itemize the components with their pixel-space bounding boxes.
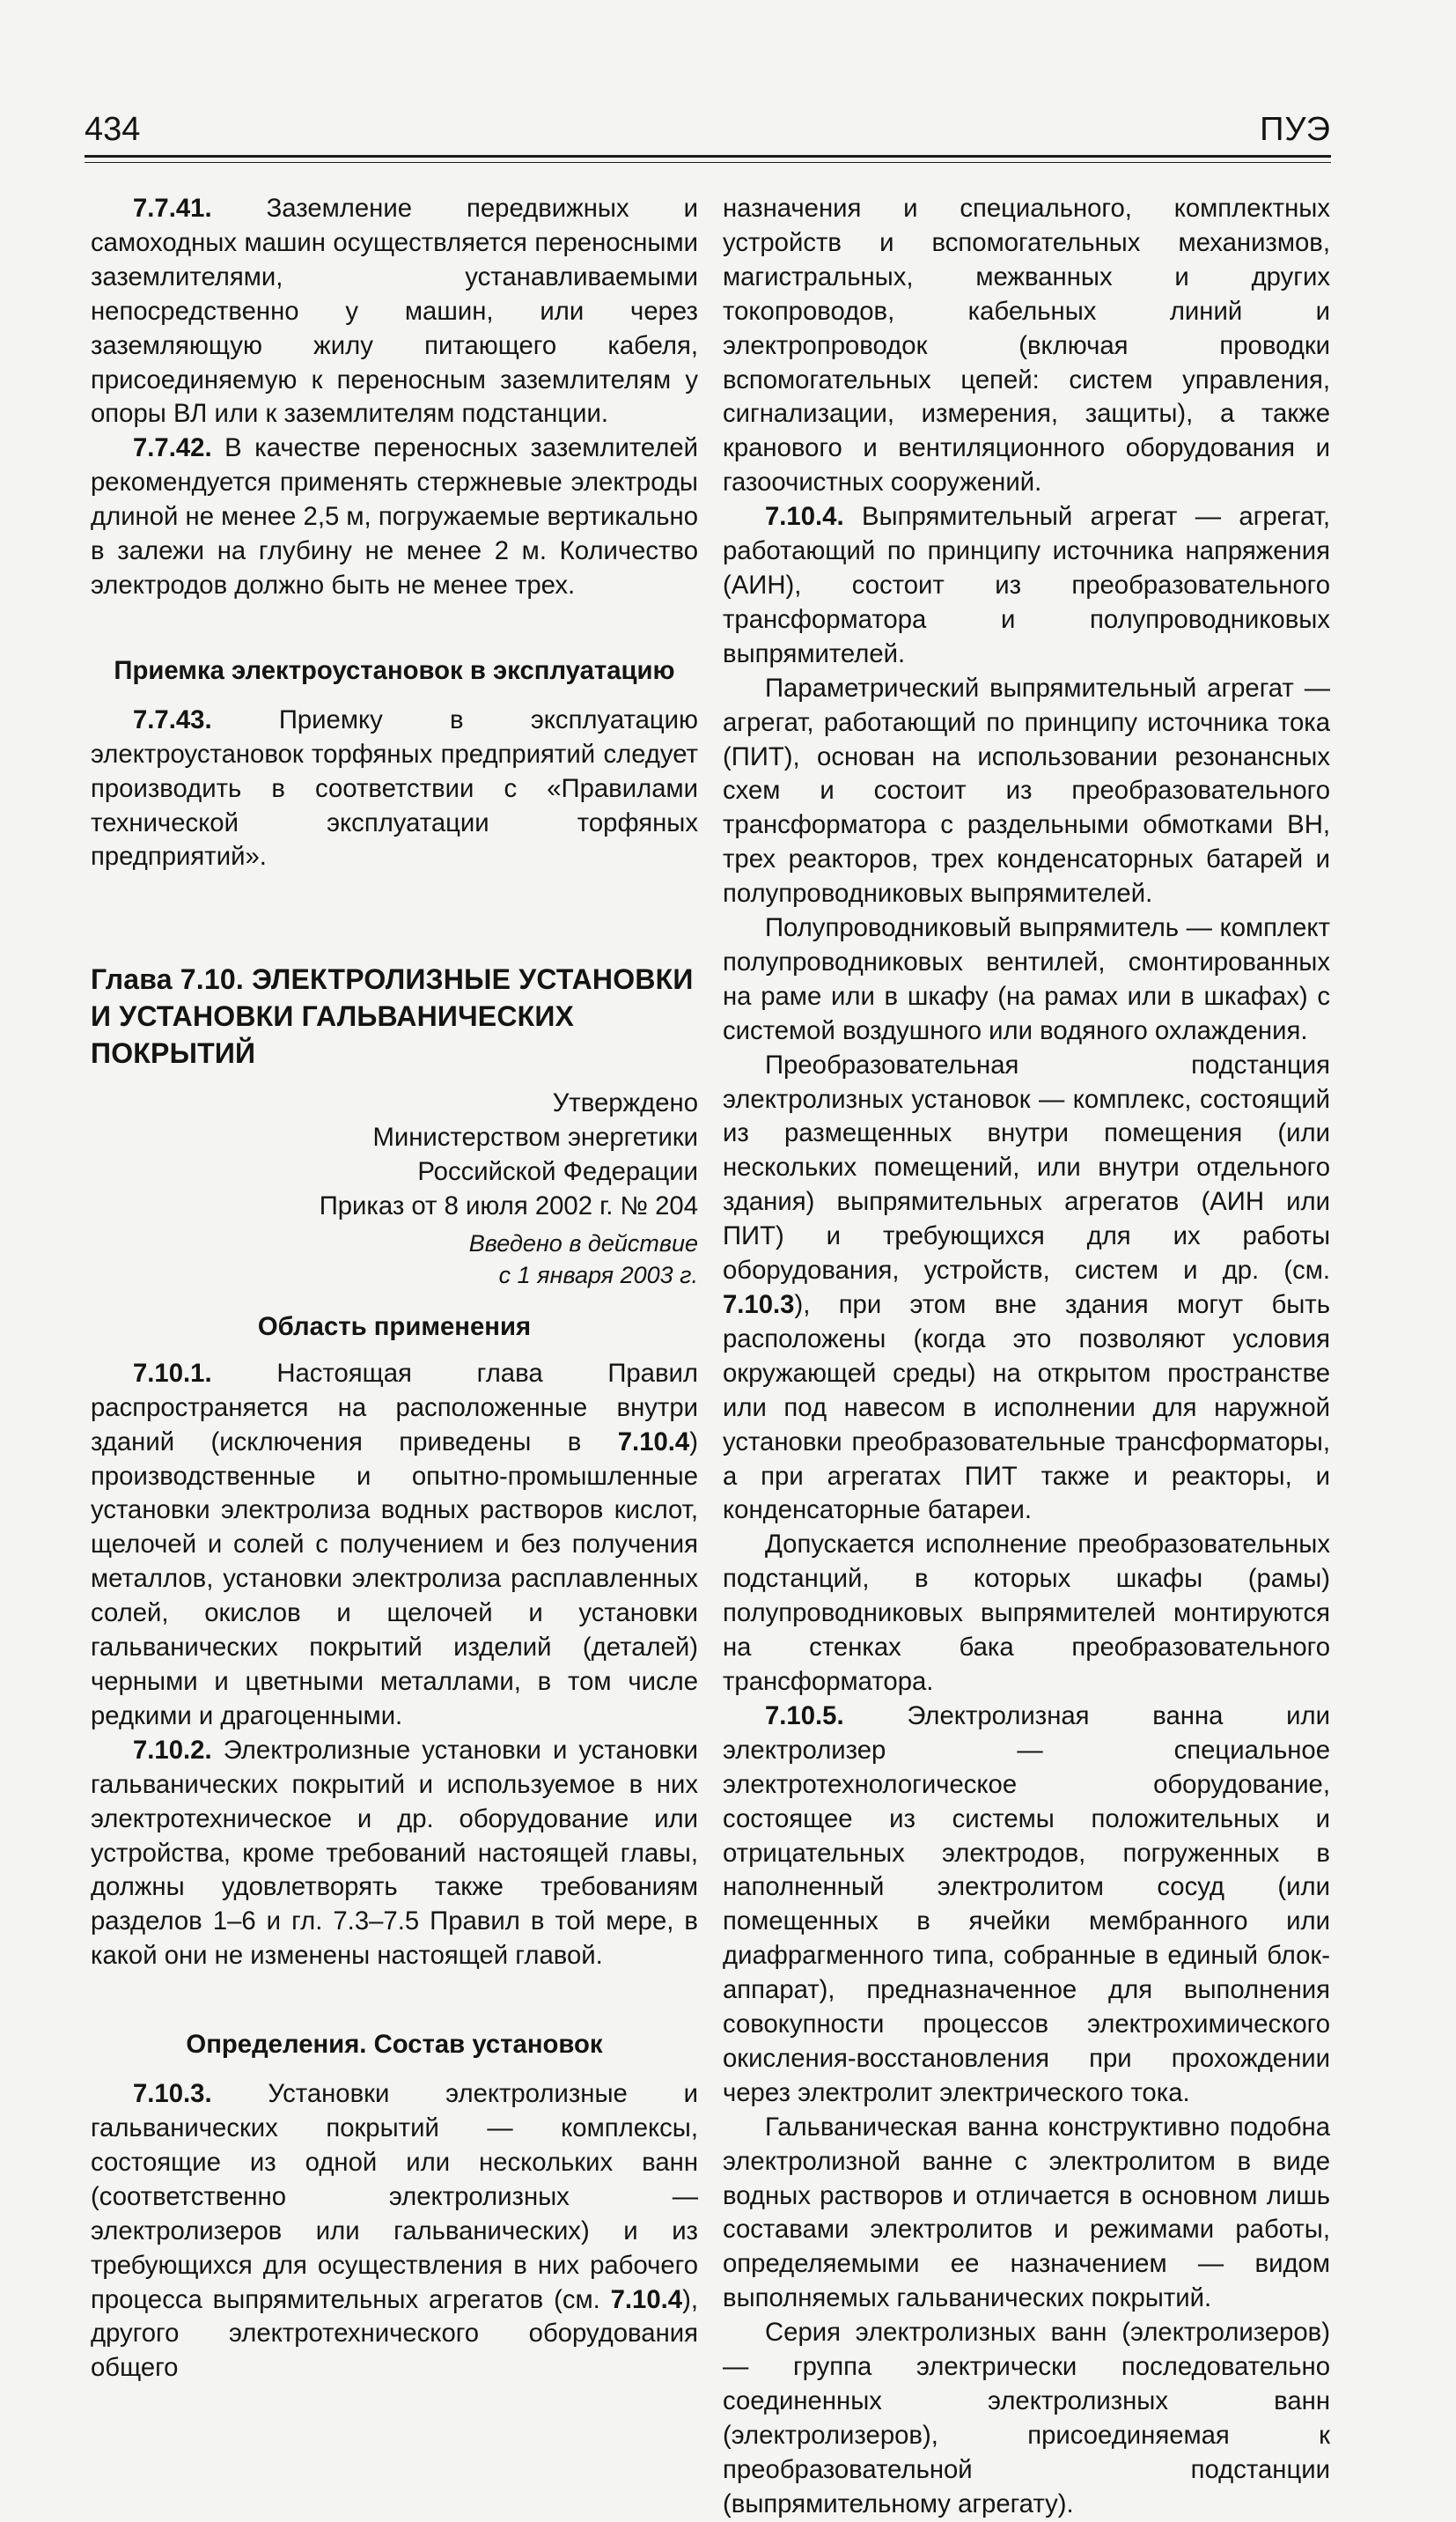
section-heading-scope: Область применения xyxy=(257,1311,532,1341)
paragraph-7-10-5 xyxy=(723,1700,1330,2111)
paragraph-7-10-1 xyxy=(91,1357,698,1734)
paragraph-text: ), при этом вне здания могут быть расположены (когда это позволяют условия окружающей среды) на открытом пространстве или под навесом в исполнении для наружной установки преобразовательные трансформаторы, а при агрегатах ПИТ также и реакторы, и конденсаторные батареи. xyxy=(723,1290,1330,1525)
clause-number: 7.10.1. xyxy=(133,1358,212,1388)
clause-number: 7.7.42. xyxy=(133,433,212,463)
chapter-title-line-2: И УСТАНОВКИ ГАЛЬВАНИЧЕСКИХ ПОКРЫТИЙ xyxy=(91,1000,575,1070)
clause-number: 7.10.2. xyxy=(133,1735,212,1765)
chapter-title-line-1: Глава 7.10. ЭЛЕКТРОЛИЗНЫЕ УСТАНОВКИ xyxy=(91,963,694,996)
effective-date-line: с 1 января 2003 г. xyxy=(498,1261,698,1288)
clause-number: 7.7.41. xyxy=(133,194,212,223)
clause-number: 7.10.5. xyxy=(765,1700,844,1730)
paragraph-7-10-2 xyxy=(91,1734,698,1973)
paragraph-text: Выпрямительный агрегат — агрегат, работающий по принципу источника напряжения (АИН), состоит из преобразовательного трансформатора и полупроводниковых выпрямителей. xyxy=(723,502,1330,668)
running-title: ПУЭ xyxy=(1260,111,1331,148)
paragraph-7-7-43 xyxy=(91,704,698,875)
section-heading-definitions: Определения. Состав установок xyxy=(186,2030,603,2060)
section-heading-acceptance: Приемка электроустановок в эксплуатацию xyxy=(114,655,675,685)
cross-reference: 7.10.3 xyxy=(723,1290,795,1319)
cross-reference: 7.10.4 xyxy=(617,1427,690,1456)
paragraph-allowed-execution: Допускается исполнение преобразовательных подстанций, в которых шкафы (рамы) полупроводниковых выпрямителей монтируются на стенках бака преобразовательного трансформатора. xyxy=(723,1530,1330,1696)
clause-number: 7.10.3. xyxy=(133,2079,212,2109)
header-rule-thick xyxy=(85,155,1331,158)
approval-line: Приказ от 8 июля 2002 г. № 204 xyxy=(319,1191,698,1221)
paragraph-electrolyzer-series: Серия электролизных ванн (электролизеров) — группа электрически последовательно соединенных электролизных ванн (электролизеров), присоединяемая к преобразовательной подстанции (выпрямительному агрегату). xyxy=(723,2318,1330,2518)
left-column xyxy=(91,192,698,2386)
page-header xyxy=(85,111,1331,160)
paragraph-7-7-41 xyxy=(91,192,698,431)
paragraph-text: Заземление передвижных и самоходных машин осуществляется переносными заземлителями, устанавливаемыми непосредственно у машин, или через заземляющую жилу питающего кабеля, присоединяемую к переносным заземлителям у опоры ВЛ или к заземлителям подстанции. xyxy=(91,194,698,429)
page-number: 434 xyxy=(85,111,141,148)
paragraph-text: ) производственные и опытно-промышленные установки электролиза водных растворов кислот, щелочей и солей с получением и без получения металлов, установки электролиза расплавленных солей, окислов и щелочей и установки гальванических покрытий изделий (деталей) черными и цветными металлами, в том числе редкими и драгоценными. xyxy=(91,1427,698,1730)
header-rule-thin xyxy=(85,162,1331,163)
approval-block xyxy=(91,1087,698,1291)
right-column xyxy=(723,192,1330,2522)
paragraph-galvanic-bath: Гальваническая ванна конструктивно подобна электролизной ванне с электролитом в виде водных растворов и отличается в основном лишь составами электролитов и режимами работы, определяемыми ее назначением — видом выполняемых гальванических покрытий. xyxy=(723,2112,1330,2313)
approval-line: Российской Федерации xyxy=(417,1157,698,1187)
clause-number: 7.7.43. xyxy=(133,704,212,734)
paragraph-semiconductor-rectifier: Полупроводниковый выпрямитель — комплект полупроводниковых вентилей, смонтированных на раме или в шкафу (на рамах или в шкафах) с системой воздушного или водяного охлаждения. xyxy=(723,913,1330,1045)
paragraph-7-7-42 xyxy=(91,431,698,603)
paragraph-text: Электролизная ванна или электролизер — специальное электротехнологическое оборудование, состоящее из системы положительных и отрицательных электродов, погруженных в наполненный электролитом сосуд (или помещенных в ячейки мембранного или диафрагменного типа, собранные в единый блок-аппарат), предназначенное для выполнения совокупности процессов электрохимического окисления-восстановления при прохождении через электролит электрического тока. xyxy=(723,1700,1330,2107)
paragraph-7-10-4 xyxy=(723,500,1330,672)
paragraph-7-10-3 xyxy=(91,2077,698,2386)
approval-line: Министерством энергетики xyxy=(372,1123,698,1153)
paragraph-text: Установки электролизные и гальванических покрытий — комплексы, состоящие из одной или нескольких ванн (соответственно электролизных — электролизеров или гальванических) и из требующихся для осуществления в них рабочего процесса выпрямительных агрегатов (см. xyxy=(91,2079,698,2314)
clause-number: 7.10.4. xyxy=(765,502,844,532)
paragraph-text: В качестве переносных заземлителей рекомендуется применять стержневые электроды длиной не менее 2,5 м, погружаемые вертикально в залежи на глубину не менее 2 м. Количество электродов должно быть не менее трех. xyxy=(91,433,698,600)
paragraph-text: Настоящая глава Правил распространяется на расположенные внутри зданий (исключения приведены в xyxy=(91,1358,698,1456)
paragraph-continued: назначения и специального, комплектных устройств и вспомогательных механизмов, магистральных, межванных и других токопроводов, кабельных линий и электропроводок (включая проводки вспомогательных цепей: систем управления, сигнализации, измерения, защиты), а также кранового и вентиляционного оборудования и газоочистных сооружений. xyxy=(723,194,1330,498)
effective-date-line: Введено в действие xyxy=(468,1229,698,1257)
paragraph-text: Электролизные установки и установки гальванических покрытий и используемое в них электротехническое и др. оборудование или устройства, кроме требований настоящей главы, должны удовлетворять также требованиям разделов 1–6 и гл. 7.3–7.5 Правил в той мере, в какой они не изменены настоящей главой. xyxy=(91,1735,698,1971)
paragraph-text: ), другого электротехнического оборудования общего xyxy=(91,2284,698,2383)
paragraph-text: Приемку в эксплуатацию электроустановок торфяных предприятий следует производить в соответствии с «Правилами технической эксплуатации торфяных предприятий». xyxy=(91,704,698,872)
paragraph-text: Преобразовательная подстанция электролизных установок — комплекс, состоящий из размещенных внутри помещения (или нескольких помещений, или внутри отдельного здания) выпрямительных агрегатов (АИН или ПИТ) и требующихся для их работы оборудования, устройств, систем и др. (см. xyxy=(723,1050,1330,1286)
paragraph-converter-substation xyxy=(723,1049,1330,1529)
cross-reference: 7.10.4 xyxy=(610,2284,683,2314)
approval-line: Утверждено xyxy=(552,1088,698,1118)
paragraph-parametric-rectifier: Параметрический выпрямительный агрегат — агрегат, работающий по принципу источника тока (ПИТ), основан на использовании резонансных схем и состоит из преобразовательного трансформатора с раздельными обмотками ВН, трех реакторов, трех конденсаторных батарей и полупроводниковых выпрямителей. xyxy=(723,673,1330,909)
